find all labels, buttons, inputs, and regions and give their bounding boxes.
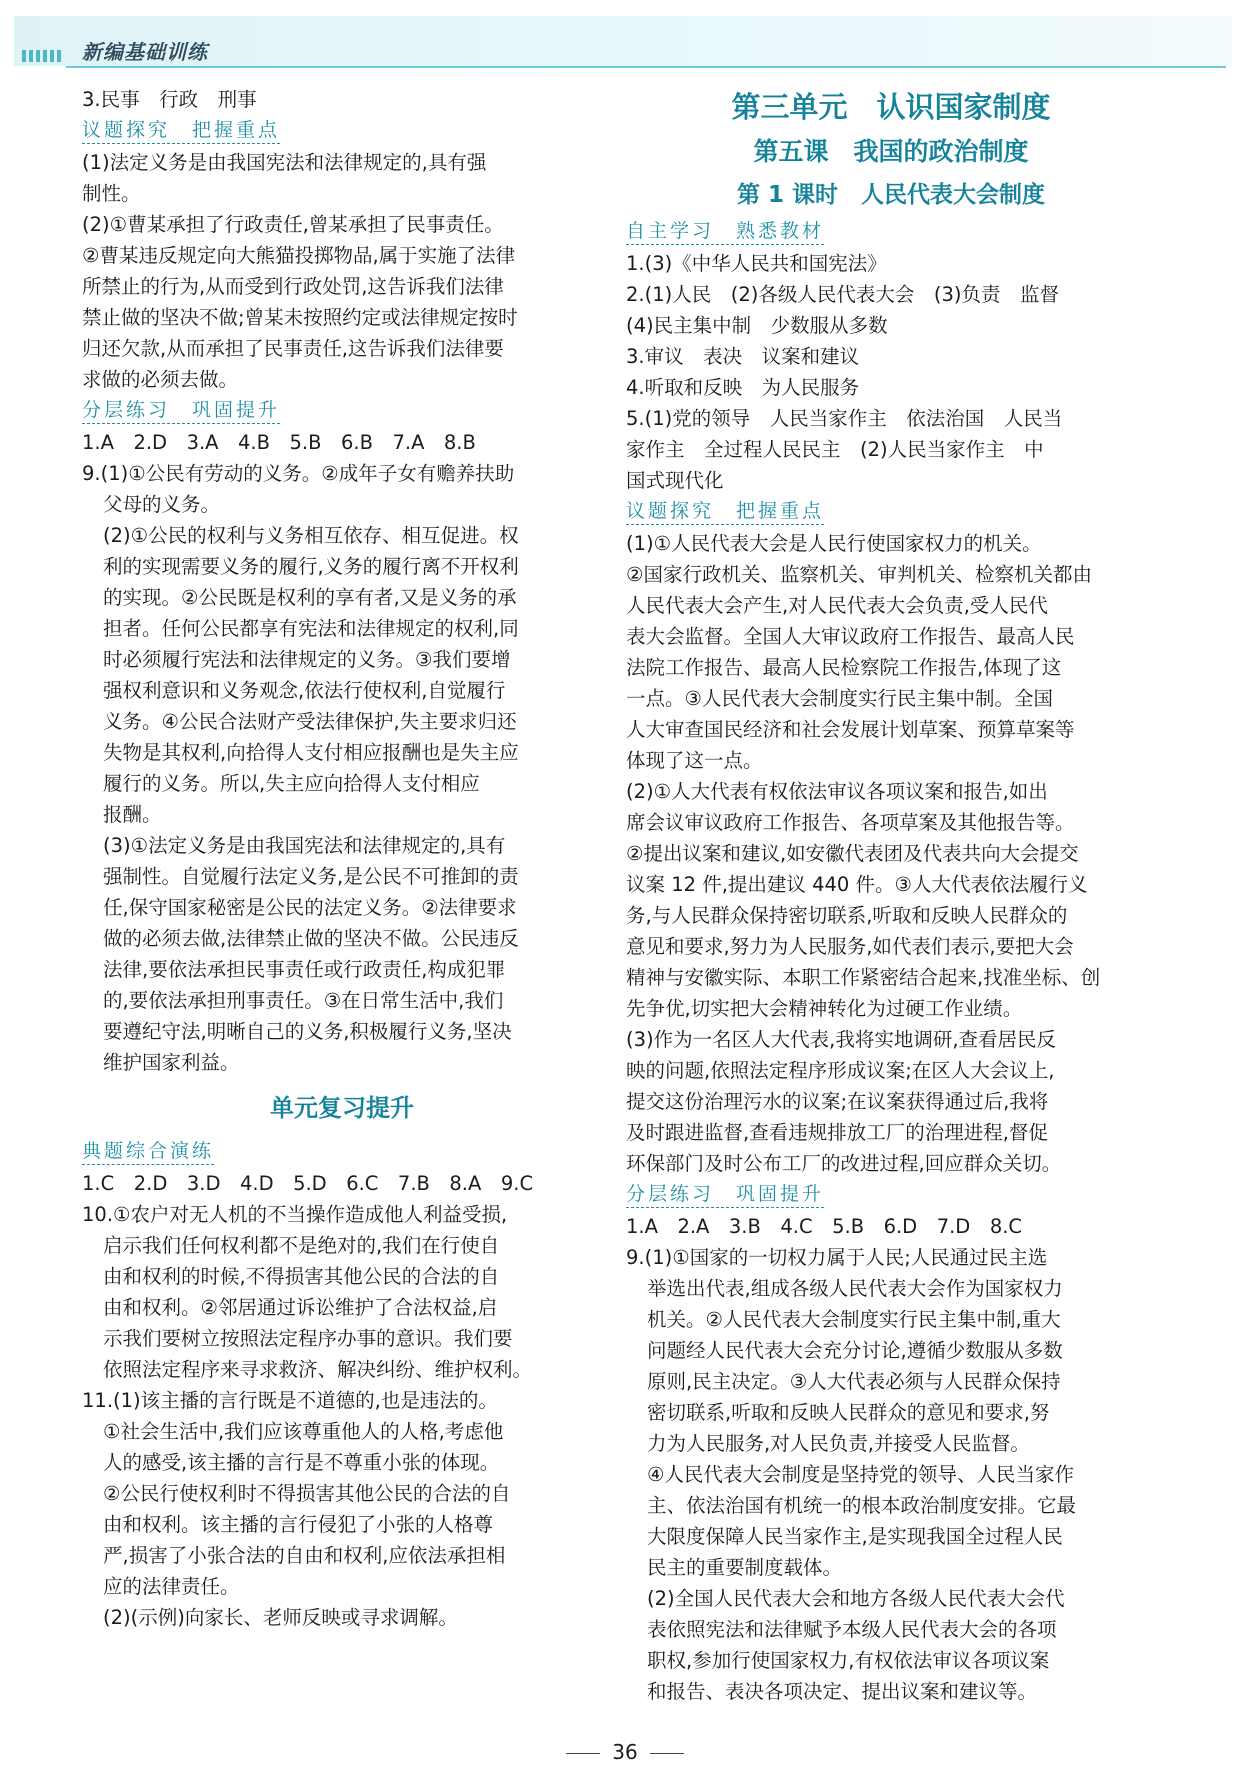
answer-line: 利的实现需要义务的履行,义务的履行离不开权利 — [103, 555, 519, 578]
answer-line: (2)全国人民代表大会和地方各级人民代表大会代 — [647, 1587, 1065, 1610]
section-heading: 典题综合演练 — [82, 1138, 214, 1165]
answer-block — [82, 489, 602, 1078]
answer-line: 强权利意识和义务观念,依法行使权利,自觉履行 — [103, 679, 506, 702]
answer-block — [626, 248, 1156, 496]
answer-line: 11.(1)该主播的言行既是不道德的,也是违法的。 — [82, 1389, 498, 1412]
header-rule — [66, 66, 1226, 68]
answer-line: 席会议审议政府工作报告、各项草案及其他报告等。 — [626, 811, 1075, 834]
answer-line: 大限度保障人民当家作主,是实现我国全过程人民 — [647, 1525, 1063, 1548]
answer-line: 环保部门及时公布工厂的改进过程,回应群众关切。 — [626, 1152, 1062, 1175]
answer-line: 求做的必须去做。 — [82, 368, 239, 391]
right-column — [626, 84, 1156, 1707]
answer-line: 应的法律责任。 — [103, 1575, 240, 1598]
answer-line: 父母的义务。 — [103, 493, 221, 516]
answer-line: ①社会生活中,我们应该尊重他人的人格,考虑他 — [103, 1420, 504, 1443]
answer-line: 10.①农户对无人机的不当操作造成他人利益受损, — [82, 1203, 508, 1226]
answer-line: 4.听取和反映 为人民服务 — [626, 376, 860, 399]
answer-line: (1)法定义务是由我国宪法和法律规定的,具有强 — [82, 151, 487, 174]
page-number-text: 36 — [612, 1740, 638, 1764]
answer-line: 示我们要树立按照法定程序办事的意识。我们要 — [103, 1327, 513, 1350]
answer-line: 映的问题,依照法定程序形成议案;在区人大会议上, — [626, 1059, 1055, 1082]
answer-line: 启示我们任何权利都不是绝对的,我们在行使自 — [103, 1234, 500, 1257]
answer-line: 担者。任何公民都享有宪法和法律规定的权利,同 — [103, 617, 519, 640]
answer-line: 2.(1)人民 (2)各级人民代表大会 (3)负责 监督 — [626, 283, 1059, 306]
answer-line: 9.(1)①国家的一切权力属于人民;人民通过民主选 — [626, 1246, 1048, 1269]
answer-line: 议案 12 件,提出建议 440 件。③人大代表依法履行义 — [626, 873, 1088, 896]
answer-line: 务,与人民群众保持密切联系,听取和反映人民群众的 — [626, 904, 1068, 927]
answer-line: 人民代表大会产生,对人民代表大会负责,受人民代 — [626, 594, 1048, 617]
answer-line: 提交这份治理污水的议案;在议案获得通过后,我将 — [626, 1090, 1049, 1113]
answer-line: 原则,民主决定。③人大代表必须与人民群众保持 — [647, 1370, 1061, 1393]
answer-line: (2)(示例)向家长、老师反映或寻求调解。 — [103, 1606, 458, 1629]
answer-block — [82, 1230, 602, 1385]
answer-line: 任,保守国家秘密是公民的法定义务。②法律要求 — [103, 896, 517, 919]
answer-line: 维护国家利益。 — [103, 1051, 240, 1074]
answer-line: ④人民代表大会制度是坚持党的领导、人民当家作 — [647, 1463, 1074, 1486]
answer-line: 由和权利。该主播的言行侵犯了小张的人格尊 — [103, 1513, 494, 1536]
answer-line: 的,要依法承担刑事责任。③在日常生活中,我们 — [103, 989, 504, 1012]
answer-line: (2)①公民的权利与义务相互依存、相互促进。权 — [103, 524, 519, 547]
mcq-answers: 1.A 2.D 3.A 4.B 5.B 6.B 7.A 8.B — [82, 431, 476, 454]
mcq-answers: 1.C 2.D 3.D 4.D 5.D 6.C 7.B 8.A 9.C — [82, 1172, 534, 1195]
answer-block — [626, 528, 1156, 1179]
answer-line: (2)①曹某承担了行政责任,曾某承担了民事责任。 — [82, 213, 504, 236]
answer-line: 强制性。自觉履行法定义务,是公民不可推卸的责 — [103, 865, 519, 888]
answer-line: 力为人民服务,对人民负责,并接受人民监督。 — [647, 1432, 1030, 1455]
period-title: 第 1 课时 人民代表大会制度 — [736, 182, 1046, 208]
section-heading: 分层练习 巩固提升 — [626, 1181, 824, 1208]
answer-line: 严,损害了小张合法的自由和权利,应依法承担相 — [103, 1544, 506, 1567]
answer-line: 一点。③人民代表大会制度实行民主集中制。全国 — [626, 687, 1053, 710]
unit-title: 第三单元 认识国家制度 — [731, 90, 1051, 124]
answer-line: 家作主 全过程人民民主 (2)人民当家作主 中 — [626, 438, 1044, 461]
answer-line: 的实现。②公民既是权利的享有者,又是义务的承 — [103, 586, 517, 609]
answer-line: 国式现代化 — [626, 469, 724, 492]
answer-line: 表大会监督。全国人大审议政府工作报告、最高人民 — [626, 625, 1075, 648]
answer-line: 先争优,切实把大会精神转化为过硬工作业绩。 — [626, 997, 1023, 1020]
section-heading: 自主学习 熟悉教材 — [626, 218, 824, 245]
answer-line: ②提出议案和建议,如安徽代表团及代表共向大会提交 — [626, 842, 1079, 865]
answer-line: 报酬。 — [103, 803, 162, 826]
answer-line: 民主的重要制度载体。 — [647, 1556, 843, 1579]
left-column — [82, 84, 602, 1633]
answer-line: 所禁止的行为,从而受到行政处罚,这告诉我们法律 — [82, 275, 504, 298]
answer-line: 5.(1)党的领导 人民当家作主 依法治国 人民当 — [626, 407, 1063, 430]
answer-line: 法院工作报告、最高人民检察院工作报告,体现了这 — [626, 656, 1062, 679]
answer-line: (1)①人民代表大会是人民行使国家权力的机关。 — [626, 532, 1042, 555]
answer-line: 问题经人民代表大会充分讨论,遵循少数服从多数 — [647, 1339, 1063, 1362]
answer-line: 9.(1)①公民有劳动的义务。②成年子女有赡养扶助 — [82, 462, 515, 485]
answer-block — [82, 1416, 602, 1633]
lesson-title: 第五课 我国的政治制度 — [753, 137, 1029, 166]
section-heading: 议题探究 把握重点 — [626, 498, 824, 525]
intro-answer: 3.民事 行政 刑事 — [82, 88, 257, 111]
answer-line: 法律,要依法承担民事责任或行政责任,构成犯罪 — [103, 958, 506, 981]
answer-line: 1.(3)《中华人民共和国宪法》 — [626, 252, 887, 275]
mcq-answers: 1.A 2.A 3.B 4.C 5.B 6.D 7.D 8.C — [626, 1215, 1023, 1238]
answer-line: ②公民行使权利时不得损害其他公民的合法的自 — [103, 1482, 511, 1505]
answer-line: 失物是其权利,向拾得人支付相应报酬也是失主应 — [103, 741, 519, 764]
header-title: 新编基础训练 — [82, 40, 208, 64]
answer-line: ②曹某违反规定向大熊猫投掷物品,属于实施了法律 — [82, 244, 516, 267]
answer-line: 表依照宪法和法律赋予本级人民代表大会的各项 — [647, 1618, 1057, 1641]
review-title: 单元复习提升 — [270, 1094, 414, 1122]
answer-line: 体现了这一点。 — [626, 749, 763, 772]
answer-line: 由和权利。②邻居通过诉讼维护了合法权益,启 — [103, 1296, 498, 1319]
section-heading: 分层练习 巩固提升 — [82, 397, 280, 424]
answer-line: (3)作为一名区人大代表,我将实地调研,查看居民反 — [626, 1028, 1057, 1051]
answer-line: 义务。④公民合法财产受法律保护,失主要求归还 — [103, 710, 517, 733]
answer-line: 人的感受,该主播的言行是不尊重小张的体现。 — [103, 1451, 500, 1474]
answer-line: 举选出代表,组成各级人民代表大会作为国家权力 — [647, 1277, 1063, 1300]
answer-line: 依照法定程序来寻求救济、解决纠纷、维护权利。 — [103, 1358, 533, 1381]
answer-line: (3)①法定义务是由我国宪法和法律规定的,具有 — [103, 834, 506, 857]
answer-line: (4)民主集中制 少数服从多数 — [626, 314, 888, 337]
header-decoration — [22, 50, 62, 62]
answer-line: 3.审议 表决 议案和建议 — [626, 345, 860, 368]
answer-line: 主、依法治国有机统一的根本政治制度安排。它最 — [647, 1494, 1077, 1517]
answer-line: 人大审查国民经济和社会发展计划草案、预算草案等 — [626, 718, 1075, 741]
section-heading: 议题探究 把握重点 — [82, 117, 280, 144]
answer-line: 要遵纪守法,明晰自己的义务,积极履行义务,坚决 — [103, 1020, 512, 1043]
answer-line: 密切联系,听取和反映人民群众的意见和要求,努 — [647, 1401, 1050, 1424]
answer-line: 和报告、表决各项决定、提出议案和建议等。 — [647, 1680, 1038, 1703]
page-number — [0, 1740, 1250, 1764]
answer-line: 履行的义务。所以,失主应向拾得人支付相应 — [103, 772, 480, 795]
answer-line: ②国家行政机关、监察机关、审判机关、检察机关都由 — [626, 563, 1092, 586]
answer-line: 精神与安徽实际、本职工作紧密结合起来,找准坐标、创 — [626, 966, 1101, 989]
answer-line: 由和权利的时候,不得损害其他公民的合法的自 — [103, 1265, 500, 1288]
answer-block — [626, 1273, 1156, 1707]
answer-line: 制性。 — [82, 182, 141, 205]
answer-line: 及时跟进监督,查看违规排放工厂的治理进程,督促 — [626, 1121, 1048, 1144]
answer-line: 机关。②人民代表大会制度实行民主集中制,重大 — [647, 1308, 1061, 1331]
answer-line: 职权,参加行使国家权力,有权依法审议各项议案 — [647, 1649, 1050, 1672]
answer-line: 归还欠款,从而承担了民事责任,这告诉我们法律要 — [82, 337, 504, 360]
answer-line: 意见和要求,努力为人民服务,如代表们表示,要把大会 — [626, 935, 1074, 958]
answer-line: 禁止做的坚决不做;曾某未按照约定或法律规定按时 — [82, 306, 518, 329]
answer-line: (2)①人大代表有权依法审议各项议案和报告,如出 — [626, 780, 1048, 803]
answer-line: 做的必须去做,法律禁止做的坚决不做。公民违反 — [103, 927, 519, 950]
answer-block — [82, 147, 602, 395]
answer-line: 时必须履行宪法和法律规定的义务。③我们要增 — [103, 648, 511, 671]
